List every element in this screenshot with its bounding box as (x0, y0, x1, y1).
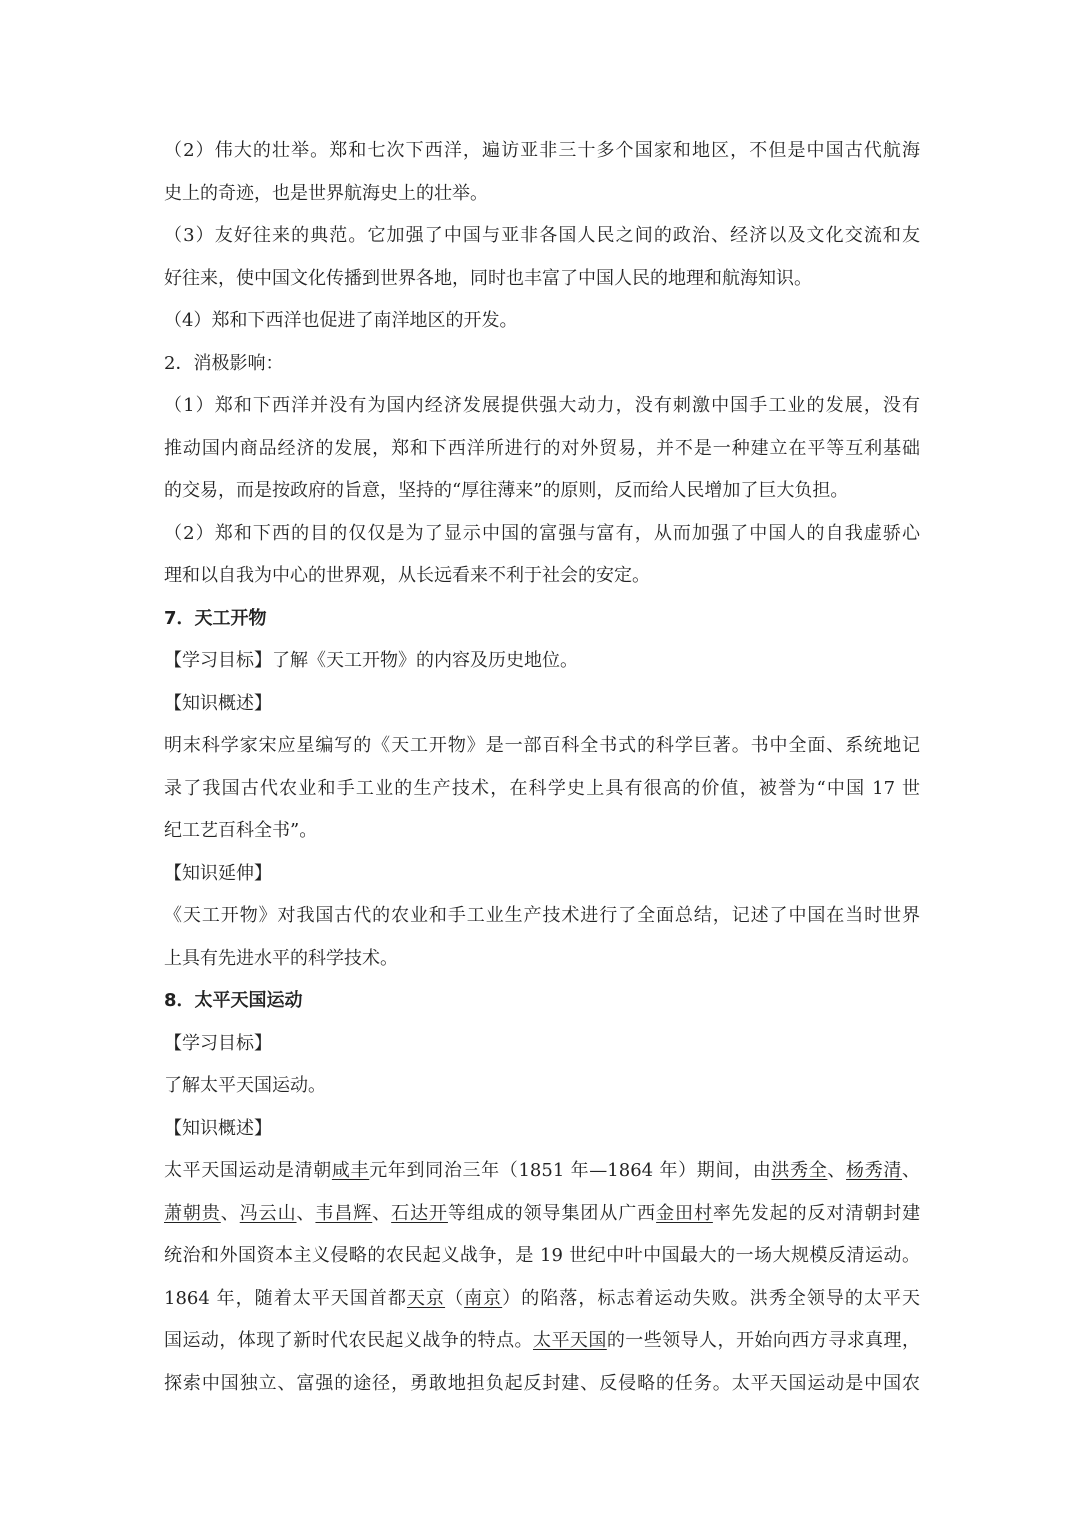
separator: 、 (296, 1202, 316, 1224)
text-span: 的一些领导人，开始向西方寻求真理， (606, 1330, 920, 1351)
negative-impact-heading: 2．消极影响： (164, 352, 284, 374)
section8-line3: 统治和外国资本主义侵略的农民起义战争，是 19 世纪中叶中国最大的一场大规模反清运动。 (164, 1245, 920, 1266)
section8-line6: 探索中国独立、富强的途径，勇敢地担负起反封建、反侵略的任务。太平天国运动是中国农 (164, 1372, 920, 1394)
link-nanjing[interactable]: 南京 (464, 1287, 503, 1309)
link-yang-xiuqing[interactable]: 杨秀清 (846, 1160, 903, 1181)
para-neg1-line1: （1）郑和下西洋并没有为国内经济发展提供强大动力，没有刺激中国手工业的发展，没有 (164, 395, 920, 416)
link-taiping-tianguo[interactable]: 太平天国 (533, 1330, 607, 1351)
link-shi-dakai[interactable]: 石达开 (391, 1202, 448, 1224)
text-span: ）的陷落，标志着运动失败。洪秀全领导的太平天 (502, 1287, 920, 1309)
link-jintian-village[interactable]: 金田村 (656, 1202, 713, 1224)
section7-title: 7．天工开物 (164, 607, 267, 629)
link-xianfeng[interactable]: 咸丰 (331, 1160, 370, 1181)
section7-overview-line1: 明末科学家宋应星编写的《天工开物》是一部百科全书式的科学巨著。书中全面、系统地记 (164, 735, 920, 756)
para-friendly-line1: （3）友好往来的典范。它加强了中国与亚非各国人民之间的政治、经济以及文化交流和友 (164, 225, 920, 246)
text-span: 太平天国运动是清朝 (164, 1160, 332, 1181)
link-xiao-chaogui[interactable]: 萧朝贵 (164, 1202, 221, 1224)
section7-overview-label: 【知识概述】 (164, 692, 272, 714)
separator: 、 (827, 1160, 847, 1181)
para-nanyang: （4）郑和下西洋也促进了南洋地区的开发。 (164, 310, 518, 331)
section7-overview-line3: 纪工艺百科全书”。 (164, 820, 318, 841)
section8-goal-label: 【学习目标】 (164, 1032, 272, 1054)
para-neg1-line3: 的交易，而是按政府的旨意，坚持的“厚往薄来”的原则，反而给人民增加了巨大负担。 (164, 480, 849, 501)
text-span: 等组成的领导集团从广西 (447, 1202, 657, 1224)
document-page (164, 130, 920, 1405)
para-great-feat-line1: （2）伟大的壮举。郑和七次下西洋，遍访亚非三十多个国家和地区，不但是中国古代航海 (164, 140, 920, 161)
para-neg2-line1: （2）郑和下西的目的仅仅是为了显示中国的富强与富有，从而加强了中国人的自我虚骄心 (164, 522, 920, 544)
separator: 、 (372, 1202, 392, 1224)
section8-title: 8．太平天国运动 (164, 990, 303, 1011)
text-span: 率先发起的反对清朝封建 (712, 1202, 920, 1224)
link-feng-yunshan[interactable]: 冯云山 (239, 1202, 297, 1224)
section8-line1 (164, 1150, 920, 1193)
section8-overview-label: 【知识概述】 (164, 1117, 272, 1139)
para-neg2-line2: 理和以自我为中心的世界观，从长远看来不利于社会的安定。 (164, 565, 650, 586)
para-great-feat-line2: 史上的奇迹，也是世界航海史上的壮举。 (164, 182, 488, 204)
section8-line4 (164, 1278, 920, 1321)
section7-extension-line1: 《天工开物》对我国古代的农业和手工业生产技术进行了全面总结，记述了中国在当时世界 (164, 905, 920, 926)
link-wei-changhui[interactable]: 韦昌辉 (315, 1202, 373, 1224)
section8-line2 (164, 1193, 920, 1236)
section7-extension-label: 【知识延伸】 (164, 862, 272, 884)
section7-extension-line2: 上具有先进水平的科学技术。 (164, 947, 398, 969)
link-tianjing[interactable]: 天京 (406, 1287, 446, 1309)
text-span: 元年到同治三年（1851 年—1864 年）期间，由 (369, 1160, 772, 1181)
section8-goal-text: 了解太平天国运动。 (164, 1075, 326, 1096)
link-hong-xiuquan[interactable]: 洪秀全 (771, 1160, 828, 1181)
section8-line5 (164, 1320, 920, 1363)
section7-goal: 【学习目标】了解《天工开物》的内容及历史地位。 (164, 650, 578, 671)
para-friendly-line2: 好往来，使中国文化传播到世界各地，同时也丰富了中国人民的地理和航海知识。 (164, 267, 812, 289)
text-span: （ (445, 1287, 465, 1309)
para-neg1-line2: 推动国内商品经济的发展，郑和下西洋所进行的对外贸易，并不是一种建立在平等互利基础 (164, 437, 920, 459)
separator: 、 (902, 1160, 920, 1181)
section7-overview-line2: 录了我国古代农业和手工业的生产技术，在科学史上具有很高的价值，被誉为“中国 17 世 (164, 777, 920, 799)
text-span: 国运动，体现了新时代农民起义战争的特点。 (164, 1330, 533, 1351)
text-span: 1864 年，随着太平天国首都 (164, 1287, 407, 1309)
separator: 、 (220, 1202, 240, 1224)
